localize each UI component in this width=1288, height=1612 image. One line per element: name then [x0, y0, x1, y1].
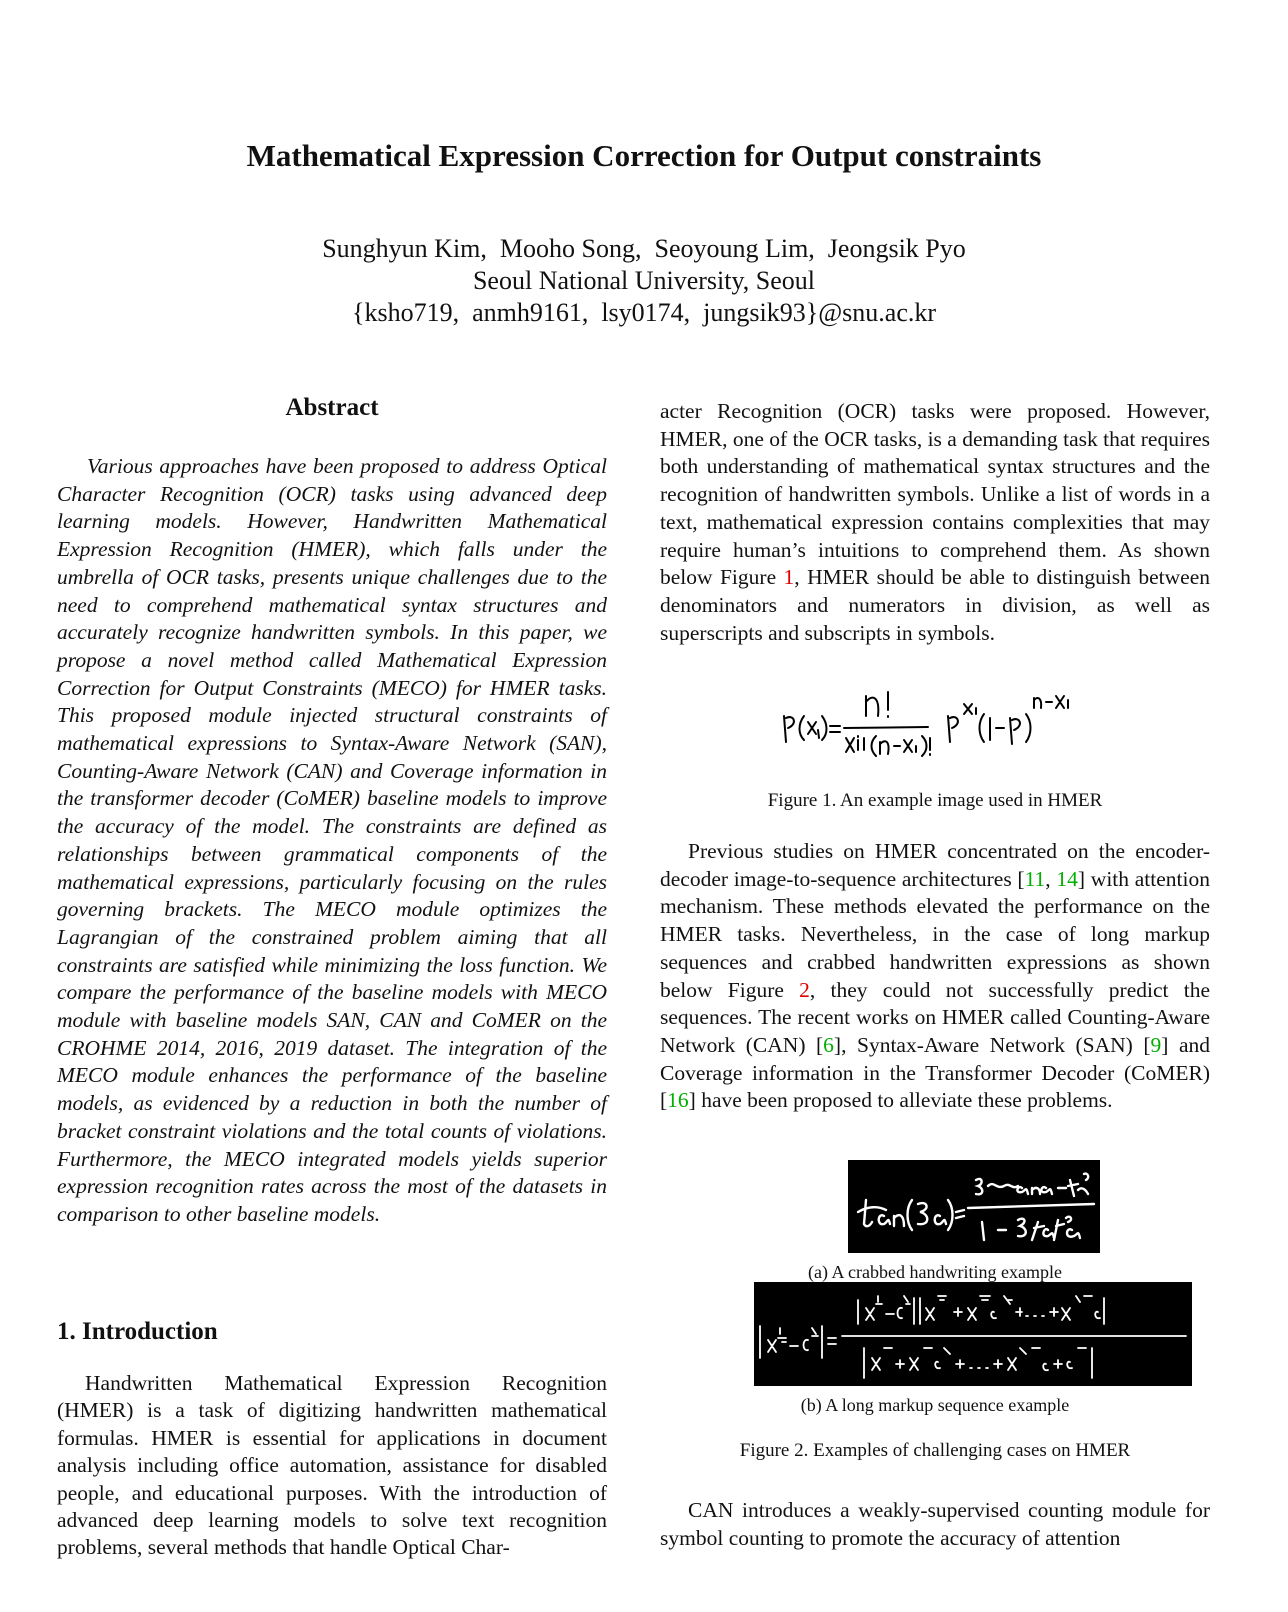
right-paragraph-3: CAN introduces a weakly-supervised counting module for symbol counting to promote the accuracy of attention — [660, 1498, 1210, 1550]
text-run: , HMER should be able to distinguish between denominators and numerators in division, as well as superscripts and subscripts in symbols. — [660, 565, 1210, 645]
text-run: ] with attention mechanism. These methods elevated the performance on the HMER tasks. Nevertheless, in the case of long markup sequences and crabbed handwritten expressions as shown below Figure — [660, 866, 1210, 1002]
text-run: acter Recognition (OCR) tasks were proposed. However, HMER, one of the OCR tasks, is a demanding task that requires both understanding of mathematical syntax structures and the recognition of handwritten symbols. Unlike a list of words in a text, mathematical expression contains complexities that may require human’s intuitions to comprehend them. As shown below Figure — [660, 399, 1210, 590]
author-block — [0, 233, 1288, 329]
citation-ref[interactable]: 14 — [1056, 866, 1078, 891]
paper-title: Mathematical Expression Correction for Output constraints — [246, 138, 1042, 173]
citation-ref[interactable]: 11 — [1024, 866, 1046, 891]
text-run: , they could not successfully predict the sequences. The recent works on HMER called Counting-Aware Network (CAN) [ — [660, 977, 1210, 1057]
author-names: Sunghyun Kim, Mooho Song, Seoyoung Lim, Jeongsik Pyo — [322, 234, 966, 263]
figure-ref-2[interactable]: 2 — [799, 977, 810, 1002]
citation-ref[interactable]: 16 — [667, 1088, 689, 1113]
figure-2b-caption: (b) A long markup sequence example — [800, 1395, 1070, 1415]
introduction-heading: 1. Introduction — [57, 1318, 218, 1345]
text-run: ] and Coverage information in the Transformer Decoder (CoMER) [ — [660, 1032, 1210, 1113]
figure-1-image — [780, 680, 1080, 760]
citation-ref[interactable]: 9 — [1150, 1032, 1162, 1057]
figure-1-caption: Figure 1. An example image used in HMER — [767, 790, 1103, 811]
figure-2a-caption: (a) A crabbed handwriting example — [808, 1262, 1062, 1282]
text-run: Previous studies on HMER concentrated on the encoder-decoder image-to-sequence architectures [ — [660, 839, 1210, 891]
figure-ref-1[interactable]: 1 — [783, 565, 795, 590]
abstract-text: Various approaches have been proposed to address Optical Character Recognition (OCR) tasks using advanced deep learning models. However, Handwritten Mathematical Expression Recognition (HMER), which falls under the umbrella of OCR tasks, presents unique challenges due to the need to comprehend mathematical syntax structures and accurately recognize handwritten symbols. In this paper, we propose a novel method called Mathematical Expression Correction for Output Constraints (MECO) for HMER tasks. This proposed module injected structural constraints of mathematical expressions to Syntax-Aware Network (SAN), Counting-Aware Network (CAN) and Coverage information in the transformer decoder (CoMER) baseline models to improve the accuracy of the model. The constraints are defined as relationships between grammatical components of the mathematical expressions, particularly focusing on the rules governing brackets. The MECO module optimizes the Lagrangian of the constrained problem aiming that all constraints are satisfied while minimizing the loss function. We compare the performance of the baseline models with MECO module with baseline models SAN, CAN and CoMER on the CROHME 2014, 2016, 2019 dataset. The integration of the MECO module enhances the performance of the baseline models, as evidenced by a reduction in both the number of bracket constraint violations and the total counts of violations. Furthermore, the MECO integrated models yields superior expression recognition rates across the most of the datasets in comparison to other baseline models. — [57, 454, 607, 1226]
author-emails: {ksho719, anmh9161, lsy0174, jungsik93}@snu.ac.kr — [351, 298, 937, 327]
introduction-text: Handwritten Mathematical Expression Recognition (HMER) is a task of digitizing handwritten mathematical formulas. HMER is essential for applications in document analysis including office automation, assistance for disabled people, and educational purposes. With the introduction of advanced deep learning models to solve text recognition problems, several methods that handle Optical Char- — [57, 1371, 607, 1560]
figure-2b-image — [754, 1282, 1192, 1386]
text-run: ], Syntax-Aware Network (SAN) [ — [833, 1032, 1151, 1057]
right-paragraph-2 — [660, 838, 1210, 1115]
abstract-heading: Abstract — [285, 394, 379, 421]
text-run: ] have been proposed to alleviate these problems. — [688, 1088, 1113, 1113]
right-paragraph-1 — [660, 398, 1210, 647]
figure-2a-image — [848, 1160, 1100, 1253]
text-run: , — [1045, 866, 1057, 891]
figure-2-caption: Figure 2. Examples of challenging cases on HMER — [739, 1440, 1131, 1461]
citation-ref[interactable]: 6 — [823, 1032, 834, 1057]
author-affiliation: Seoul National University, Seoul — [472, 266, 816, 295]
